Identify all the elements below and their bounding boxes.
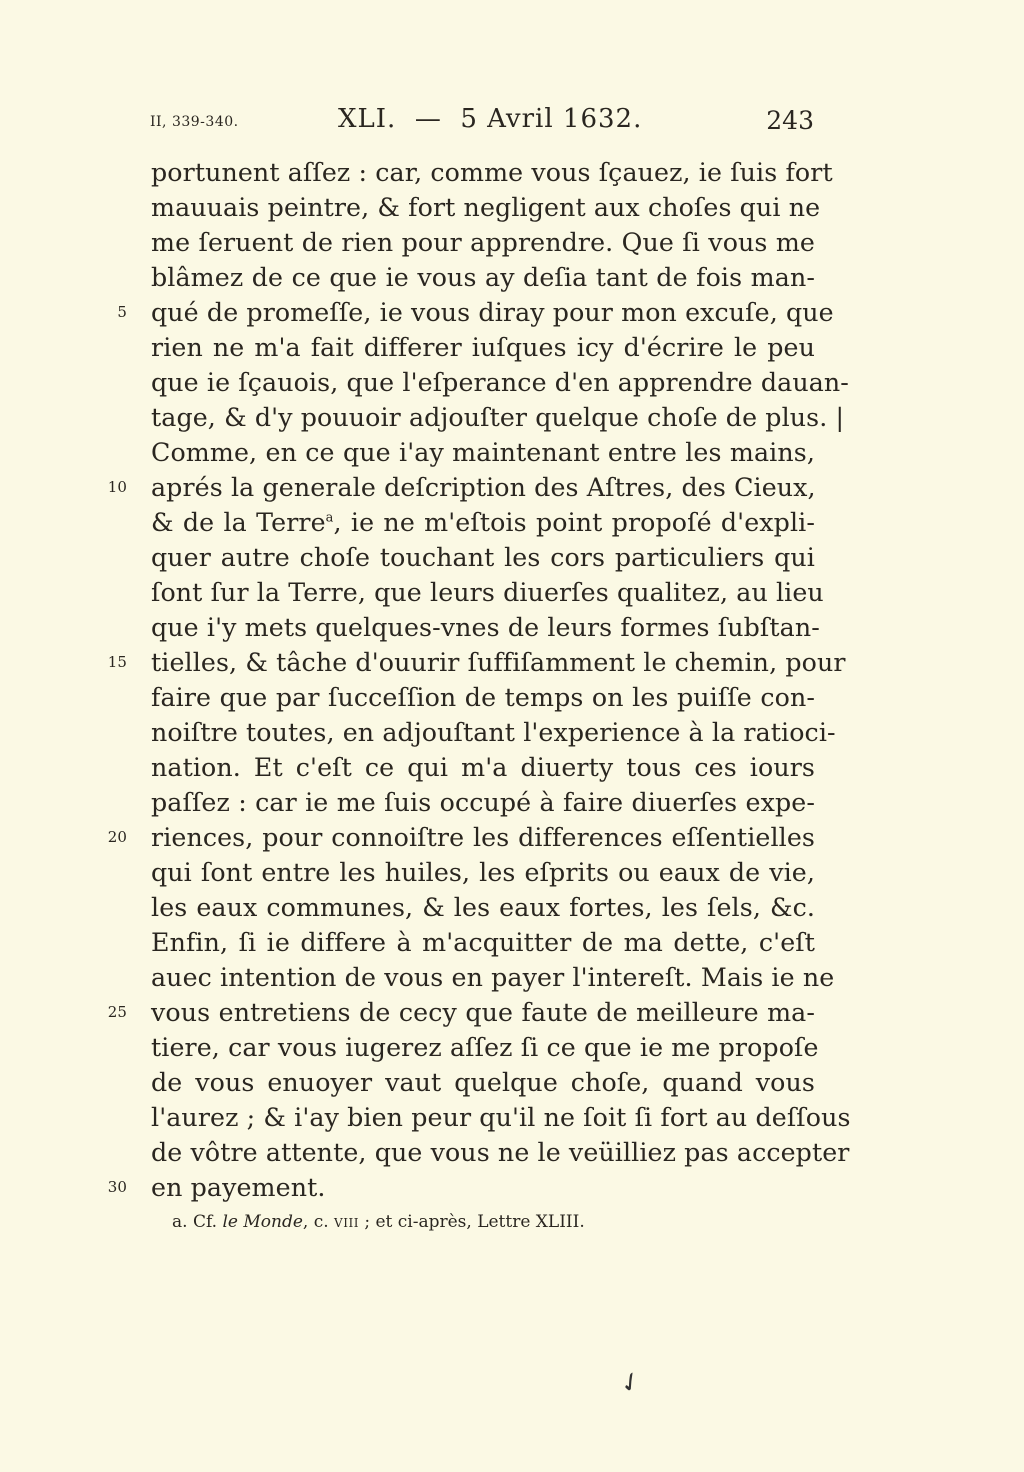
footnote-reference: a (325, 510, 334, 526)
page-number: 243 (766, 106, 814, 135)
line-text: auec intention de vous en payer l'intereſt. Mais ie ne (151, 963, 835, 992)
letter-body (107, 155, 851, 1205)
text-line (151, 505, 815, 540)
pencil-check-mark: ✓ (613, 1364, 648, 1402)
running-header (150, 104, 818, 144)
line-text: rien ne m'a fait differer iuſques icy d'écrire le peu (151, 333, 815, 362)
text-line (151, 960, 835, 995)
footnote-marker: a. (172, 1212, 188, 1232)
line-text: nation. Et c'eſt ce qui m'a diuerty tous ces iours (151, 753, 815, 782)
line-text: qué de promeſſe, ie vous diray pour mon excuſe, que (151, 298, 834, 327)
line-text: Comme, en ce que i'ay maintenant entre les mains, (151, 438, 815, 467)
text-line (151, 1065, 815, 1100)
line-text: quer autre choſe touchant les cors particuliers qui (151, 543, 815, 572)
text-line (151, 680, 815, 715)
line-number: 25 (107, 1003, 127, 1021)
volume-reference: II, 339-340. (150, 114, 239, 130)
text-line (151, 155, 833, 190)
text-line (117, 295, 834, 330)
line-text-continued: , ie ne m'eſtois point propoſé d'expli- (333, 508, 815, 537)
footnote-prefix: Cf. (192, 1212, 218, 1232)
line-number: 10 (107, 478, 127, 496)
text-line (151, 1100, 851, 1135)
line-text: blâmez de ce que ie vous ay deſia tant de fois man- (151, 263, 815, 292)
line-text: noiſtre toutes, en adjouſtant l'experience à la ratioci- (151, 718, 836, 747)
line-text: mauuais peintre, & fort negligent aux choſes qui ne (151, 193, 821, 222)
text-line (107, 820, 815, 855)
footnote-suffix: ; et ci-après, Lettre XLIII. (358, 1212, 585, 1232)
line-text: tielles, & tâche d'ouurir ſuffiſamment le chemin, pour (151, 648, 846, 677)
line-text: tage, & d'y pouuoir adjouſter quelque choſe de plus. | (151, 403, 845, 432)
text-line (151, 225, 815, 260)
text-line (151, 925, 815, 960)
text-line (151, 540, 815, 575)
footnote-chapter: VIII (334, 1216, 359, 1230)
text-line (151, 260, 815, 295)
line-text: ſont ſur la Terre, que leurs diuerſes qualitez, au lieu (151, 578, 824, 607)
text-line (151, 715, 836, 750)
line-text: de vous enuoyer vaut quelque choſe, quand vous (151, 1068, 815, 1097)
line-number: 5 (117, 303, 127, 321)
line-text: de vôtre attente, que vous ne le veüilliez pas accepter (151, 1138, 850, 1167)
line-text: Enfin, ſi ie differe à m'acquitter de ma dette, c'eſt (151, 928, 815, 957)
text-line (151, 785, 815, 820)
text-line (151, 575, 824, 610)
line-text: les eaux communes, & les eaux fortes, les ſels, &c. (151, 893, 815, 922)
letter-heading: XLI. — 5 Avril 1632. (338, 104, 643, 134)
line-text: riences, pour connoiſtre les differences eſſentielles (151, 823, 815, 852)
line-text: vous entretiens de cecy que faute de meilleure ma- (151, 998, 815, 1027)
footnote (172, 1212, 585, 1232)
text-line (107, 645, 846, 680)
line-text: paſſez : car ie me ſuis occupé à faire diuerſes expe- (151, 788, 815, 817)
text-line (151, 1135, 850, 1170)
line-text: l'aurez ; & i'ay bien peur qu'il ne ſoit ſi fort au deſſous (151, 1103, 851, 1132)
line-text: portunent aſſez : car, comme vous ſçauez, ie ſuis fort (151, 158, 833, 187)
footnote-work-title: le Monde (222, 1212, 303, 1232)
line-text: & de la Terre (151, 508, 326, 537)
text-line (107, 1170, 815, 1205)
line-number: 30 (107, 1178, 127, 1196)
footnote-chapter-prefix: , c. (302, 1212, 329, 1232)
text-line (151, 435, 815, 470)
text-line (151, 750, 815, 785)
line-text: que ie ſçauois, que l'eſperance d'en apprendre dauan- (151, 368, 849, 397)
line-text: tiere, car vous iugerez aſſez ſi ce que ie me propoſe (151, 1033, 819, 1062)
line-text: aprés la generale deſcription des Aſtres, des Cieux, (151, 473, 816, 502)
text-line (107, 995, 815, 1030)
line-text: que i'y mets quelques-vnes de leurs formes ſubſtan- (151, 613, 820, 642)
text-line (151, 330, 815, 365)
line-text: qui ſont entre les huiles, les eſprits ou eaux de vie, (151, 858, 815, 887)
text-line (151, 365, 849, 400)
text-line (151, 400, 845, 435)
text-line (151, 190, 821, 225)
text-line (151, 890, 815, 925)
line-text: faire que par ſucceſſion de temps on les puiſſe con- (151, 683, 815, 712)
text-line (151, 855, 815, 890)
line-text: me ſeruent de rien pour apprendre. Que ſi vous me (151, 228, 815, 257)
line-number: 20 (107, 828, 127, 846)
line-number: 15 (107, 653, 127, 671)
text-line (107, 470, 816, 505)
text-line (151, 1030, 819, 1065)
text-line (151, 610, 820, 645)
line-text: en payement. (151, 1173, 326, 1202)
